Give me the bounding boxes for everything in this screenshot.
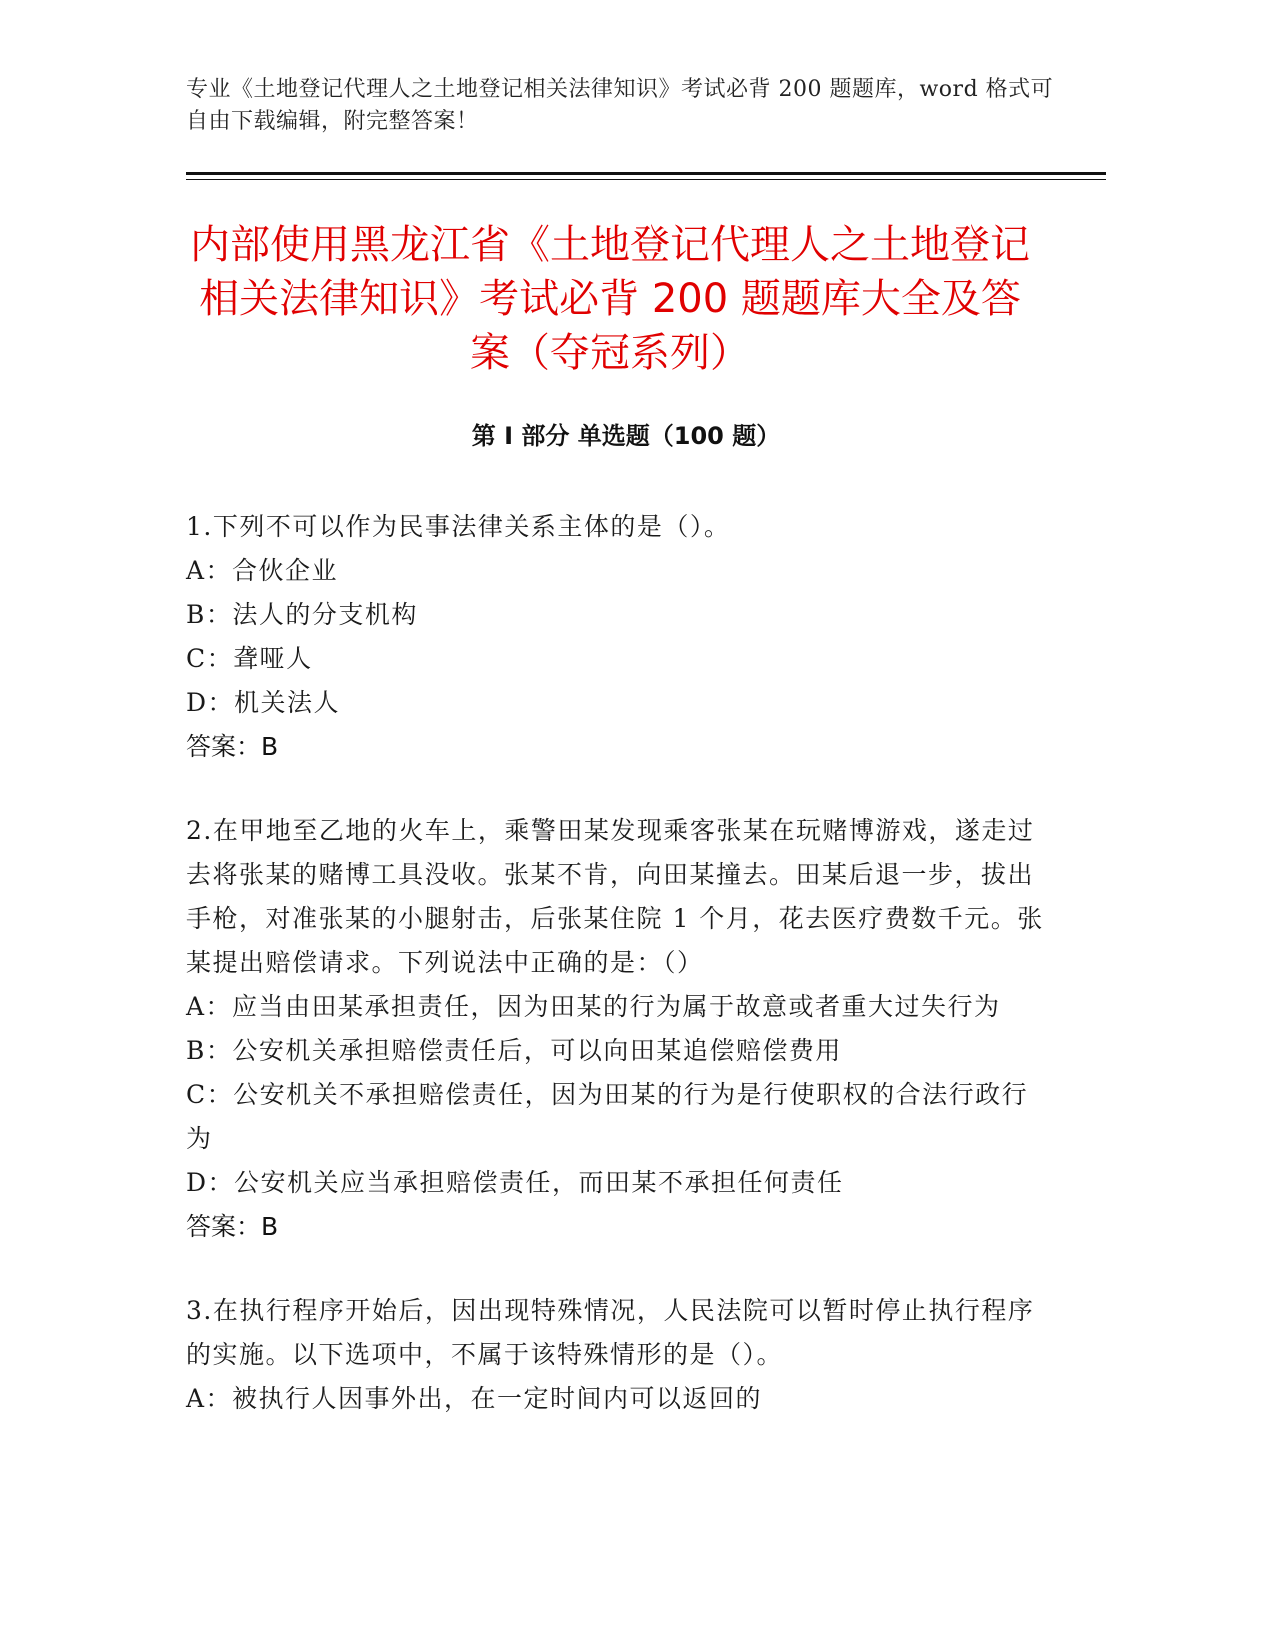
answer: 答案：B bbox=[186, 1212, 279, 1241]
option-d: D：机关法人 bbox=[186, 688, 341, 717]
option-c: C：公安机关不承担赔偿责任，因为田某的行为是行使职权的合法行政行为 bbox=[186, 1080, 1029, 1153]
section-heading: 第 I 部分 单选题（100 题） bbox=[471, 422, 781, 450]
question-list bbox=[186, 505, 1046, 1461]
header-rule-thin bbox=[186, 179, 1106, 180]
question-1 bbox=[186, 505, 1046, 769]
question-stem: 1.下列不可以作为民事法律关系主体的是（）。 bbox=[186, 512, 731, 541]
document-title: 内部使用黑龙江省《土地登记代理人之土地登记相关法律知识》考试必背 200 题题库大全及答案（夺冠系列） bbox=[190, 222, 1030, 376]
option-a: A：被执行人因事外出，在一定时间内可以返回的 bbox=[186, 1384, 763, 1413]
question-3 bbox=[186, 1289, 1046, 1421]
question-stem: 2.在甲地至乙地的火车上，乘警田某发现乘客张某在玩赌博游戏，遂走过去将张某的赌博工具没收。张某不肯，向田某撞去。田某后退一步，拔出手枪，对准张某的小腿射击，后张某住院 1 个月，花去医疗费数千元。张某提出赔偿请求。下列说法中正确的是：（） bbox=[186, 816, 1044, 977]
header-rule-thick bbox=[186, 172, 1106, 175]
option-b: B：公安机关承担赔偿责任后，可以向田某追偿赔偿费用 bbox=[186, 1036, 842, 1065]
option-b: B：法人的分支机构 bbox=[186, 600, 418, 629]
option-a: A：合伙企业 bbox=[186, 556, 339, 585]
option-c: C：聋哑人 bbox=[186, 644, 313, 673]
header-note: 专业《土地登记代理人之土地登记相关法律知识》考试必背 200 题题库，word 格式可自由下载编辑，附完整答案！ bbox=[186, 77, 1054, 134]
question-2 bbox=[186, 809, 1046, 1249]
option-a: A：应当由田某承担责任，因为田某的行为属于故意或者重大过失行为 bbox=[186, 992, 1001, 1021]
question-stem: 3.在执行程序开始后，因出现特殊情况，人民法院可以暂时停止执行程序的实施。以下选项中，不属于该特殊情形的是（）。 bbox=[186, 1296, 1035, 1369]
option-d: D：公安机关应当承担赔偿责任，而田某不承担任何责任 bbox=[186, 1168, 844, 1197]
answer: 答案：B bbox=[186, 732, 279, 761]
